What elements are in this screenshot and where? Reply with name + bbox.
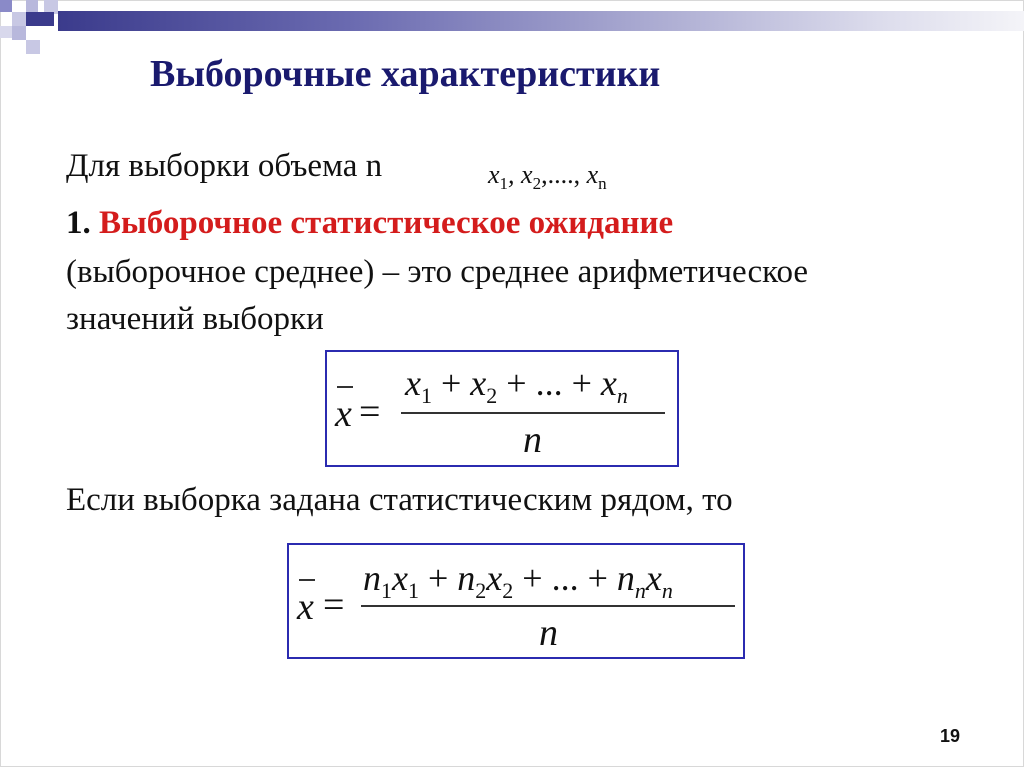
item-line-2: (выборочное среднее) – это среднее арифметическое	[66, 254, 809, 290]
fraction-line	[401, 412, 665, 414]
numerator: $x_1 + x_2$ + ... + $x_n$	[405, 363, 628, 409]
series-text: Если выборка задана статистическим рядом, то	[66, 482, 733, 518]
mean-bar	[299, 579, 315, 581]
denominator: n	[539, 612, 558, 654]
mean-symbol: x	[297, 586, 314, 628]
item-heading-line	[66, 205, 673, 242]
item-line-3: значений выборки	[66, 301, 324, 337]
intro-text: Для выборки объема n	[66, 148, 383, 184]
equals-sign: =	[359, 391, 381, 433]
mean-symbol: x	[335, 393, 352, 435]
weighted-mean-formula-box	[287, 543, 745, 659]
slide-title: Выборочные характеристики	[150, 53, 661, 95]
numerator: $n_1x_1 + n_2x_2$ + ... + $n_nx_n$	[363, 558, 673, 604]
item-number: 1.	[66, 205, 91, 241]
fraction-line	[361, 605, 735, 607]
page-number: 19	[940, 726, 961, 746]
denominator: n	[523, 419, 542, 461]
sample-sequence: $x_1$, $x_2$,...., $x_n$	[488, 160, 607, 194]
equals-sign: =	[323, 584, 345, 626]
item-heading: Выборочное статистическое ожидание	[99, 205, 674, 241]
mean-formula-box	[325, 350, 679, 467]
mean-bar	[337, 386, 353, 388]
header-gradient-bar	[58, 11, 1024, 31]
